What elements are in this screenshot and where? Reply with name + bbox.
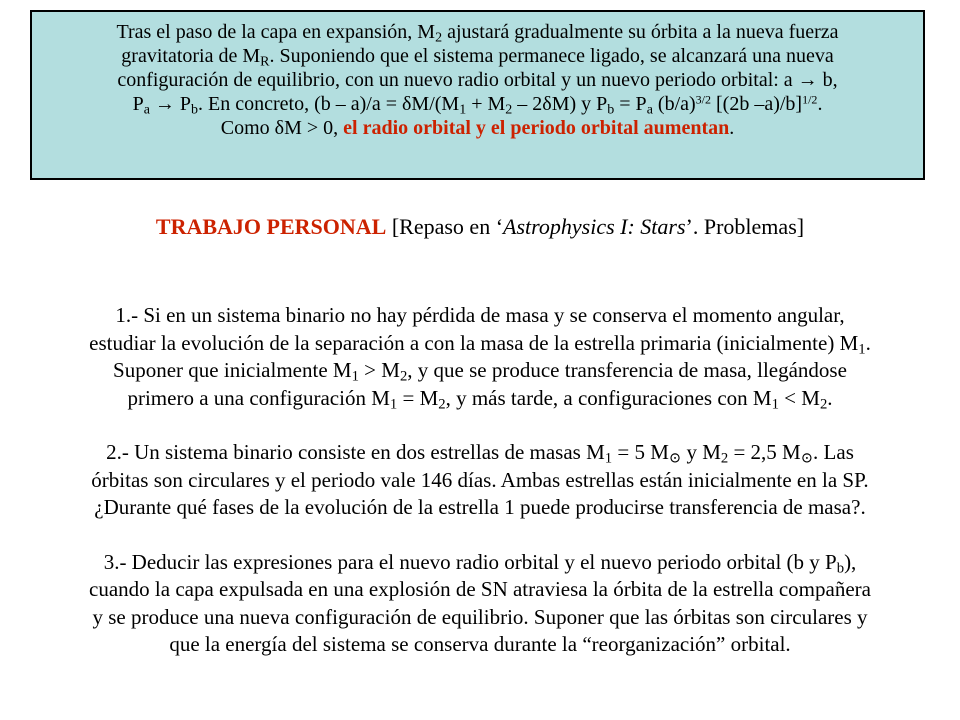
text: , y que se produce transferencia de masa, llegándose [407, 358, 847, 382]
sun-symbol: ⊙ [800, 450, 814, 467]
text: . Suponiendo que el sistema permanece ligado, se alcanzará una nueva [269, 45, 834, 67]
text: cuando la capa expulsada en una explosión de SN atraviesa la órbita de la estrella compañera [89, 577, 871, 601]
spacer [20, 522, 940, 549]
text: P [132, 93, 144, 115]
subscript: 2 [819, 396, 828, 413]
text: = M [397, 385, 439, 410]
box-line-3: configuración de equilibrio, con un nuevo radio orbital y un nuevo periodo orbital: a → b, [117, 69, 838, 91]
text: y M [681, 440, 721, 464]
text: ¿Durante qué fases de la evolución de la estrella 1 puede producirse transferencia de masa?. [94, 495, 866, 519]
text: = 5 M [612, 440, 669, 464]
subscript: 1 [771, 396, 779, 413]
book-title: Astrophysics I: Stars [503, 214, 686, 239]
text: estudiar la evolución de la separación a con la masa de la estrella primaria (inicialmente) M [89, 330, 859, 355]
text: . En concreto, (b – a)/a = δM/(M [198, 93, 460, 115]
text: y se produce una nueva configuración de equilibrio. Suponer que las órbitas son circulares y [92, 604, 868, 629]
superscript: 1/2 [802, 92, 818, 107]
subscript: 2 [438, 396, 446, 413]
box-line-2 [50, 44, 905, 68]
subscript: 2 [505, 102, 513, 118]
subscript: 1 [459, 102, 467, 118]
subscript: b [836, 560, 845, 577]
text: gravitatoria de M [121, 45, 261, 67]
subscript: 1 [389, 396, 398, 413]
text: < M [778, 385, 820, 410]
text: ajustará gradualmente su órbita a la nueva fuerza [442, 21, 839, 43]
text: 3.- Deducir las expresiones para el nuevo radio orbital y el nuevo periodo orbital (b y P [103, 549, 837, 574]
subscript: 2 [435, 30, 443, 46]
superscript: 3/2 [695, 92, 712, 107]
text: primero a una configuración M [127, 385, 390, 410]
text: . [817, 93, 823, 115]
text: = P [614, 93, 647, 115]
subscript: a [646, 102, 653, 118]
text: → P [149, 93, 192, 115]
text: + M [466, 93, 506, 115]
problem-2 [20, 439, 940, 522]
text: 1.- Si en un sistema binario no hay pérdida de masa y se conserva el momento angular, [115, 303, 845, 327]
text: . [729, 117, 735, 139]
problem-list [20, 302, 940, 659]
subscript: R [260, 54, 270, 70]
text: ’. Problemas] [685, 214, 805, 239]
box-line-1 [50, 20, 905, 44]
subscript: b [191, 102, 199, 118]
subscript: 1 [351, 368, 359, 385]
text: que la energía del sistema se conserva durante la “reorganización” orbital. [169, 632, 791, 656]
highlighted-conclusion: el radio orbital y el periodo orbital aumentan [343, 117, 730, 139]
subscript: a [143, 102, 150, 118]
text: Suponer que inicialmente M [113, 358, 352, 382]
text: [(2b –a)/b] [711, 93, 803, 115]
text: . [865, 330, 871, 355]
problem-3 [20, 549, 940, 659]
text: = 2,5 M [728, 440, 801, 464]
text: . [827, 385, 833, 410]
text: ), [844, 549, 857, 574]
spacer [20, 412, 940, 439]
box-line-5 [50, 116, 905, 140]
text: , y más tarde, a configuraciones con M [445, 385, 772, 410]
text: órbitas son circulares y el periodo vale 146 días. Ambas estrellas están inicialmente en la SP. [91, 467, 869, 492]
text: Como δM > 0, [220, 117, 344, 139]
text: > M [358, 358, 400, 382]
text: 2.- Un sistema binario consiste en dos estrellas de masas M [106, 440, 605, 464]
problem-1 [20, 302, 940, 412]
text: – 2δM) y P [512, 93, 608, 115]
subscript: 2 [399, 368, 408, 385]
subscript: 2 [720, 450, 729, 467]
highlight-box [30, 10, 925, 180]
heading-title: TRABAJO PERSONAL [155, 214, 387, 239]
text: . Las [813, 440, 854, 464]
subscript: b [607, 102, 615, 118]
subscript: 1 [858, 341, 866, 358]
box-line-4 [50, 92, 905, 116]
text: (b/a) [652, 93, 696, 115]
text: Tras el paso de la capa en expansión, M [116, 21, 436, 43]
section-heading [0, 214, 960, 240]
subscript: 1 [604, 450, 613, 467]
text: [Repaso en ‘ [386, 214, 504, 239]
sun-symbol: ⊙ [668, 450, 682, 467]
